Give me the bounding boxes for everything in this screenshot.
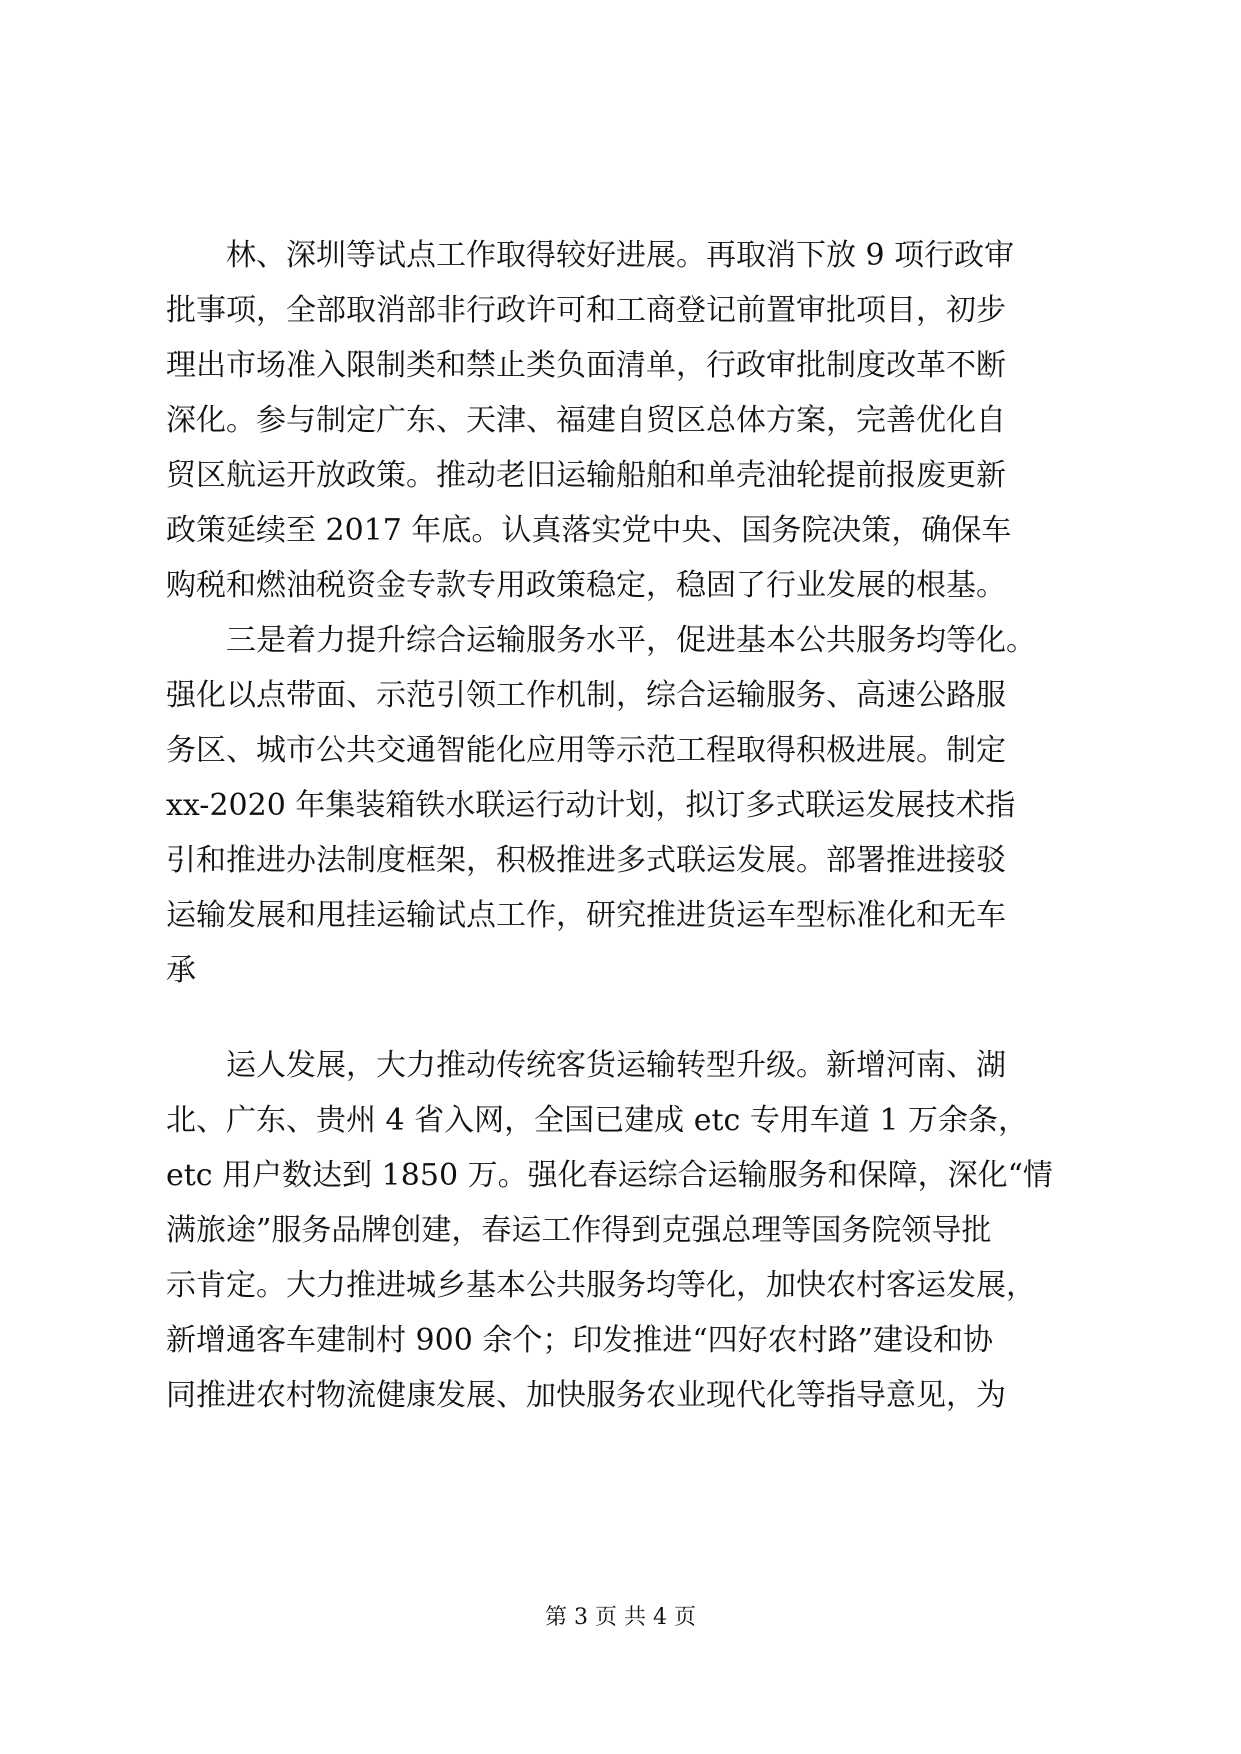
paragraph-3	[166, 1038, 1076, 1423]
text-line: 深化。参与制定广东、天津、福建自贸区总体方案，完善优化自	[166, 403, 1006, 438]
text-line: 三是着力提升综合运输服务水平，促进基本公共服务均等化。	[166, 623, 1036, 658]
text-line: 北、广东、贵州 4 省入网，全国已建成 etc 专用车道 1 万余条，	[166, 1103, 1029, 1138]
text-line: 林、深圳等试点工作取得较好进展。再取消下放 9 项行政审	[166, 238, 1015, 273]
text-line: 运人发展，大力推动传统客货运输转型升级。新增河南、湖	[166, 1048, 1006, 1083]
text-line: 示肯定。大力推进城乡基本公共服务均等化，加快农村客运发展，	[166, 1268, 1036, 1303]
text-line: 满旅途”服务品牌创建，春运工作得到克强总理等国务院领导批	[166, 1213, 992, 1248]
page-footer	[0, 1603, 1241, 1633]
text-line: 理出市场准入限制类和禁止类负面清单，行政审批制度改革不断	[166, 348, 1006, 383]
text-line: 运输发展和甩挂运输试点工作，研究推进货运车型标准化和无车	[166, 898, 1006, 933]
text-line: 批事项，全部取消部非行政许可和工商登记前置审批项目，初步	[166, 293, 1006, 328]
paragraph-gap	[166, 998, 1076, 1038]
paragraph-2	[166, 613, 1076, 998]
text-line: xx-2020 年集装箱铁水联运行动计划，拟订多式联运发展技术指	[166, 788, 1016, 823]
text-line: 引和推进办法制度框架，积极推进多式联运发展。部署推进接驳	[166, 843, 1006, 878]
paragraph-1	[166, 228, 1076, 613]
text-line: 购税和燃油税资金专款专用政策稳定，稳固了行业发展的根基。	[166, 568, 1006, 603]
text-line: 强化以点带面、示范引领工作机制，综合运输服务、高速公路服	[166, 678, 1006, 713]
text-line: 务区、城市公共交通智能化应用等示范工程取得积极进展。制定	[166, 733, 1006, 768]
document-body	[166, 228, 1076, 1423]
text-line: etc 用户数达到 1850 万。强化春运综合运输服务和保障，深化“情	[166, 1158, 1053, 1193]
text-line: 同推进农村物流健康发展、加快服务农业现代化等指导意见，为	[166, 1378, 1006, 1413]
text-line: 承	[166, 953, 197, 988]
text-line: 贸区航运开放政策。推动老旧运输船舶和单壳油轮提前报废更新	[166, 458, 1006, 493]
text-line: 政策延续至 2017 年底。认真落实党中央、国务院决策，确保车	[166, 513, 1012, 548]
text-line: 新增通客车建制村 900 余个；印发推进“四好农村路”建设和协	[166, 1323, 994, 1358]
page-number: 第 3 页 共 4 页	[545, 1605, 696, 1630]
